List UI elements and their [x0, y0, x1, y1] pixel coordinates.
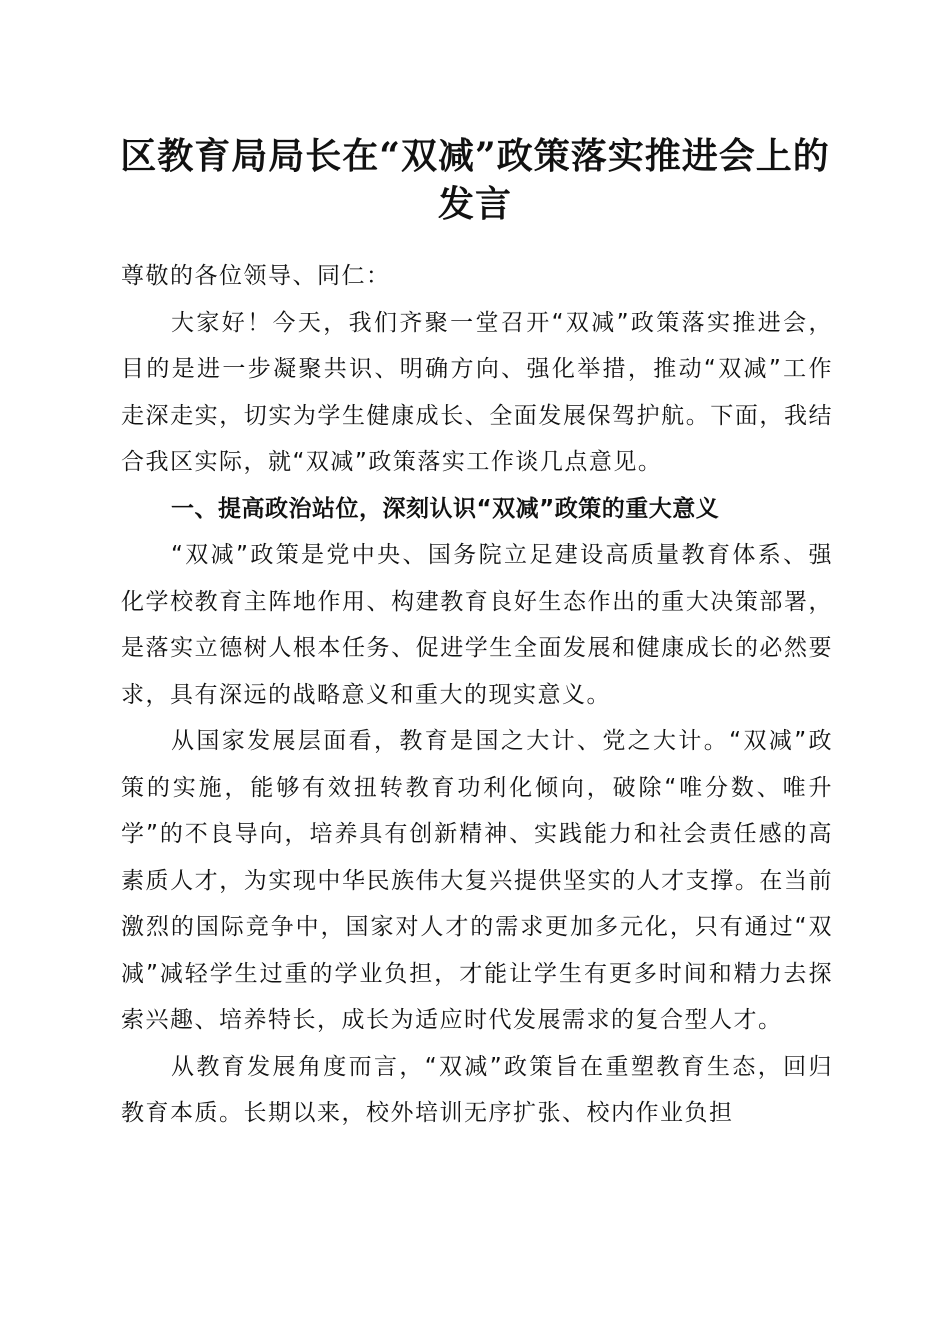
salutation: 尊敬的各位领导、同仁：: [121, 263, 391, 289]
section-heading-1: 一、提高政治站位，深刻认识“双减”政策的重大意义: [171, 495, 720, 522]
paragraph-policy-overview: “双减”政策是党中央、国务院立足建设高质量教育体系、强化学校教育主阵地作用、构建教育良好生态作出的重大决策部署，是落实立德树人根本任务、促进学生全面发展和健康成长的必然要求，具有深远的战略意义和重大的现实意义。: [121, 542, 833, 708]
title-line-1: 区教育局局长在“双减”政策落实推进会上的: [120, 135, 830, 177]
paragraph-national-level: 从国家发展层面看，教育是国之大计、党之大计。“双减”政策的实施，能够有效扭转教育功利化倾向，破除“唯分数、唯升学”的不良导向，培养具有创新精神、实践能力和社会责任感的高素质人才，为实现中华民族伟大复兴提供坚实的人才支撑。在当前激烈的国际竞争中，国家对人才的需求更加多元化，只有通过“双减”减轻学生过重的学业负担，才能让学生有更多时间和精力去探索兴趣、培养特长，成长为适应时代发展需求的复合型人才。: [121, 728, 833, 1033]
document-title: [100, 132, 850, 228]
document-body: [121, 253, 833, 1137]
title-line-2: 发言: [437, 183, 512, 225]
paragraph-opening: 大家好！今天，我们齐聚一堂召开“双减”政策落实推进会，目的是进一步凝聚共识、明确方向、强化举措，推动“双减”工作走深走实，切实为学生健康成长、全面发展保驾护航。下面，我结合我区实际，就“双减”政策落实工作谈几点意见。: [121, 309, 833, 475]
paragraph-education-level: 从教育发展角度而言，“双减”政策旨在重塑教育生态，回归教育本质。长期以来，校外培训无序扩张、校内作业负担: [121, 1053, 833, 1126]
